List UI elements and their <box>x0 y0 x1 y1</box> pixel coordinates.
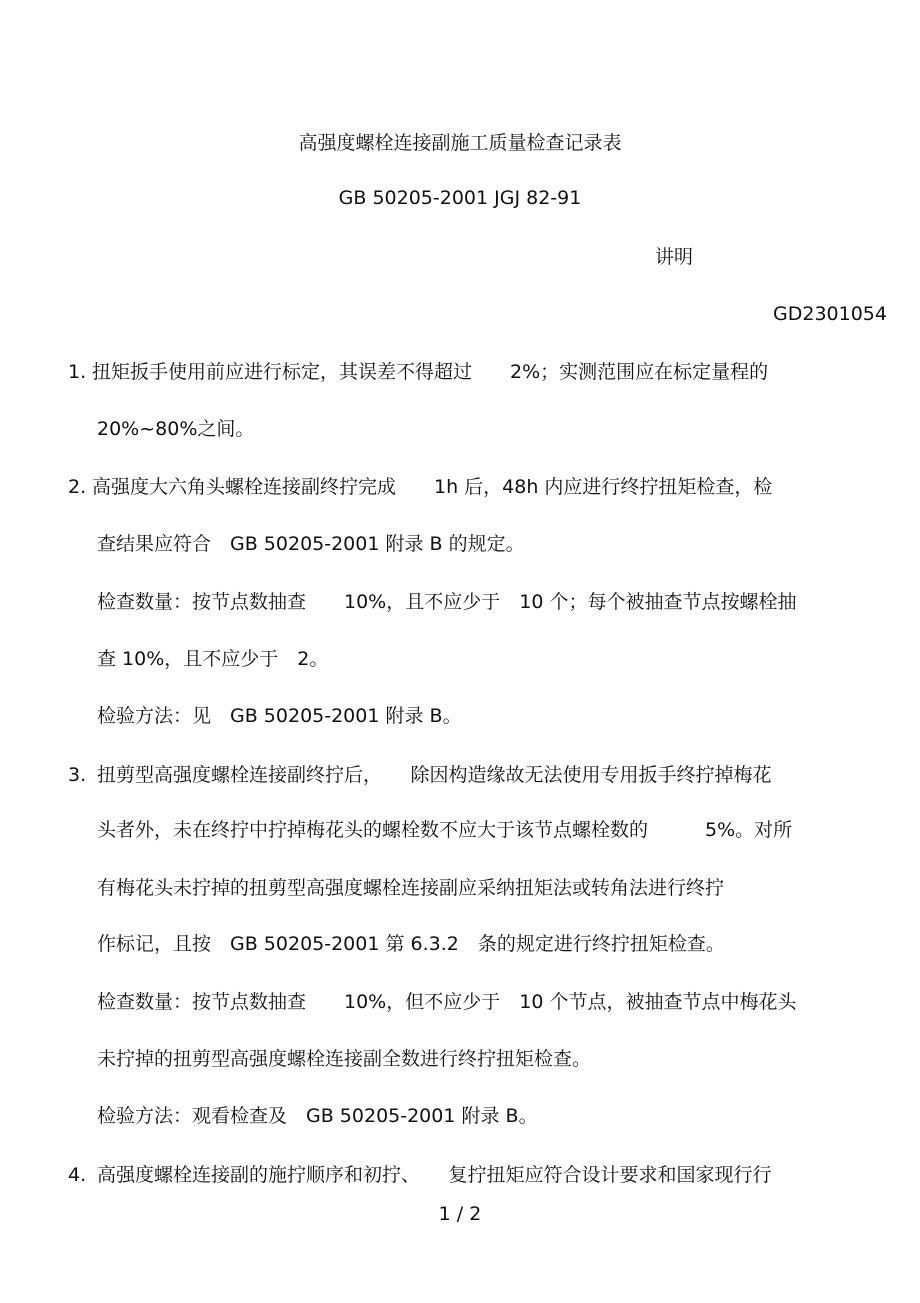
page-indicator: 1 / 2 <box>438 1203 482 1225</box>
item-2-number: 2. <box>68 476 87 498</box>
item-1-line-2: 20%~80%之间。 <box>97 418 255 440</box>
item-1-line-1: 扭矩扳手使用前应进行标定，其误差不得超过 2%；实测范围应在标定量程的 <box>92 361 769 383</box>
item-4-line-1: 高强度螺栓连接副的施拧顺序和初拧、 复拧扭矩应符合设计要求和国家现行行 <box>97 1164 772 1186</box>
item-3-line-3: 有梅花头未拧掉的扭剪型高强度螺栓连接副应采纳扭矩法或转角法进行终拧 <box>97 877 725 899</box>
document-subtitle: 讲明 <box>655 246 694 268</box>
item-1-number: 1. <box>68 361 87 383</box>
item-2-line-5: 检验方法：见 GB 50205-2001 附录 B。 <box>97 705 462 727</box>
item-4-number: 4. <box>68 1164 87 1186</box>
item-3-line-2: 头者外，未在终拧中拧掉梅花头的螺栓数不应大于该节点螺栓数的 5%。对所 <box>97 819 793 841</box>
standard-codes: GB 50205-2001 JGJ 82-91 <box>338 187 582 209</box>
item-2-line-3: 检查数量：按节点数抽查 10%，且不应少于 10 个；每个被抽查节点按螺栓抽 <box>97 591 797 613</box>
document-title: 高强度螺栓连接副施工质量检查记录表 <box>298 132 622 154</box>
item-2-line-1: 高强度大六角头螺栓连接副终拧完成 1h 后，48h 内应进行终拧扭矩检查，检 <box>92 476 773 498</box>
item-3-line-4: 作标记，且按 GB 50205-2001 第 6.3.2 条的规定进行终拧扭矩检查。 <box>97 933 725 955</box>
item-3-line-1: 扭剪型高强度螺栓连接副终拧后， 除因构造缘故无法使用专用扳手终拧掉梅花 <box>97 764 772 786</box>
item-3-line-7: 检验方法：观看检查及 GB 50205-2001 附录 B。 <box>97 1105 538 1127</box>
item-3-line-5: 检查数量：按节点数抽查 10%，但不应少于 10 个节点，被抽查节点中梅花头 <box>97 991 797 1013</box>
item-2-line-4: 查 10%，且不应少于 2。 <box>97 648 329 670</box>
item-3-number: 3. <box>68 764 87 786</box>
item-3-line-6: 未拧掉的扭剪型高强度螺栓连接副全数进行终拧扭矩检查。 <box>97 1048 592 1070</box>
document-number: GD2301054 <box>773 303 887 325</box>
item-2-line-2: 查结果应符合 GB 50205-2001 附录 B 的规定。 <box>97 533 525 555</box>
